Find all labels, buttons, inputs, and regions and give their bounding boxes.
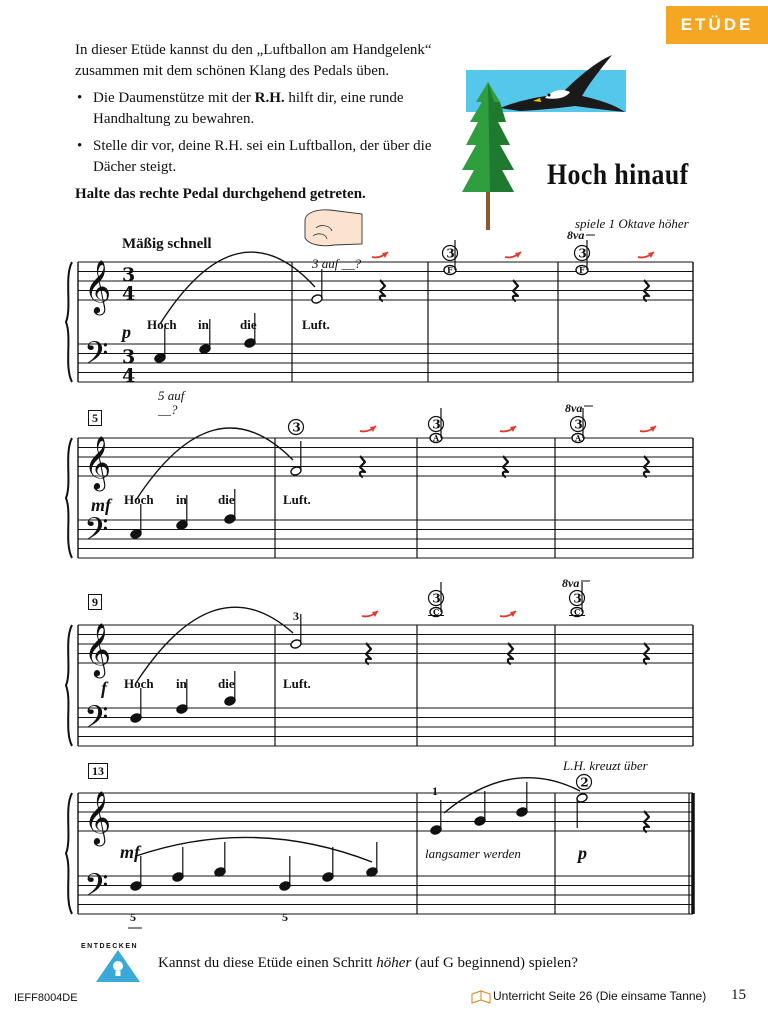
lyric-1-2: in [198, 317, 209, 332]
ottava-2: 8va [565, 401, 583, 415]
dynamic-mf-4: mf [120, 842, 140, 862]
note-1-F1-letter: F [447, 265, 453, 275]
dynamic-mf-2: mf [91, 495, 111, 515]
rit-text: langsamer werden [425, 846, 521, 861]
lyric-3-4: Luft. [283, 676, 311, 691]
dynamic-f-3: f [101, 678, 107, 698]
finger-5-sys4a: 5 [130, 910, 136, 924]
finger-circle-2-2-label: 3 [574, 417, 583, 432]
bullet-2: • Stelle dir vor, deine R.H. sei ein Luftballon, der über die Dächer steigt. [75, 136, 465, 178]
bass-clef-4: 𝄢 [84, 867, 109, 911]
finger-circle-2-0-label: 3 [292, 420, 301, 435]
finger-circle-1-1-label: 3 [446, 246, 455, 261]
intro-paragraph: In dieser Etüde kannst du den „Luftballon am Handgelenk“ zusammen mit dem schönen Klang des Pedals üben. [75, 42, 432, 79]
note-3-C2-letter: C [574, 607, 581, 617]
discover-question-em: höher [376, 955, 412, 971]
footer-code: IEFF8004DE [14, 992, 78, 1004]
page-number: 15 [731, 987, 746, 1003]
entdecken-label: ENTDECKEN [81, 943, 139, 950]
finger-circle-1-2-label: 3 [578, 246, 587, 261]
bass-clef-1: 𝄢 [84, 335, 109, 379]
finger-1-sys4: 1 [432, 784, 438, 798]
rh-question: 3 auf __? [312, 256, 362, 271]
treble-clef-3: 𝄞 [84, 622, 112, 676]
brace-1 [66, 262, 72, 382]
brace-2 [66, 438, 72, 558]
measure-number-9: 9 [88, 594, 102, 610]
lh-question-a: 5 auf [158, 388, 185, 403]
tempo-marking: Mäßig schnell [122, 236, 212, 252]
octave-note: spiele 1 Oktave höher [575, 216, 689, 231]
treble-clef-2: 𝄞 [84, 435, 112, 489]
slur-2 [136, 428, 293, 500]
bass-clef-3: 𝄢 [84, 699, 109, 743]
dynamic-p-4: p [578, 843, 587, 863]
discover-question [158, 955, 578, 972]
discover-question-pre: Kannst du diese Etüde einen Schritt [158, 955, 377, 971]
lyric-3-3: die [218, 676, 235, 691]
finger-5-sys4b: 5 [282, 910, 288, 924]
lyric-3-1: Hoch [124, 676, 154, 691]
time-sig-bass-num: 3 [122, 346, 136, 368]
note-3-C1-letter: C [433, 607, 440, 617]
finger-circle-3-2-label: 3 [573, 591, 582, 606]
lyric-1-4: Luft. [302, 317, 330, 332]
bullet-1-post: hilft dir, eine runde Handhaltung zu bewahren. [93, 90, 404, 127]
footer-reference: Unterricht Seite 26 (Die einsame Tanne) [493, 989, 707, 1003]
lh-cross-text: L.H. kreuzt über [563, 758, 648, 773]
lyric-2-4: Luft. [283, 492, 311, 507]
lyric-2-2: in [176, 492, 187, 507]
lyric-3-2: in [176, 676, 187, 691]
piece-title: Hoch hinauf [547, 158, 689, 191]
pedal-instruction: Halte das rechte Pedal durchgehend getreten. [75, 186, 366, 202]
brace-3 [66, 625, 72, 746]
finger-circle-4-1-label: 2 [580, 775, 589, 790]
ottava-1: 8va [567, 228, 585, 242]
lyric-2-1: Hoch [124, 492, 154, 507]
discover-question-post: (auf G beginnend) spielen? [411, 955, 578, 971]
bullet-1-bold: R.H. [254, 90, 285, 106]
measure-number-5: 5 [88, 410, 102, 426]
lyric-1-3: die [240, 317, 257, 332]
note-2-A1-letter: A [433, 433, 440, 443]
treble-clef-4: 𝄞 [84, 790, 112, 844]
time-sig-bass-den: 4 [122, 365, 136, 387]
slur-3 [136, 607, 293, 683]
lyric-1-1: Hoch [147, 317, 177, 332]
bass-clef-2: 𝄢 [84, 511, 109, 555]
note-2-A2-letter: A [575, 433, 582, 443]
finger-circle-3-1-label: 3 [432, 591, 441, 606]
finger-3-sys3: 3 [293, 609, 299, 623]
measure-number-13: 13 [88, 763, 108, 779]
slur-4-1 [136, 837, 372, 862]
slur-4-2 [444, 778, 580, 813]
etude-tab: ETÜDE [666, 6, 768, 44]
lh-question-b: __? [158, 402, 178, 417]
bullet-1-pre: Die Daumenstütze mit der [93, 90, 255, 106]
lyric-2-3: die [218, 492, 235, 507]
note-1-F2-letter: F [579, 265, 585, 275]
finger-circle-2-1-label: 3 [432, 417, 441, 432]
brace-4 [66, 793, 72, 914]
time-sig-treble-num: 3 [122, 264, 136, 286]
dynamic-p-1: p [122, 322, 131, 342]
time-sig-treble-den: 4 [122, 283, 136, 305]
ottava-3: 8va [562, 576, 580, 590]
treble-clef-1: 𝄞 [84, 259, 112, 313]
